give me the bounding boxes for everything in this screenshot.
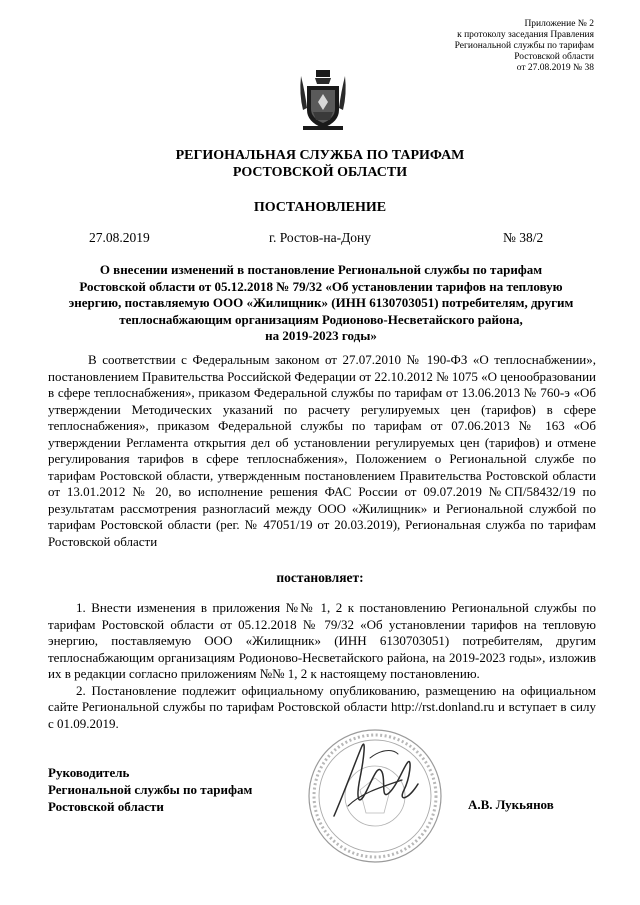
appendix-line: Ростовской области — [514, 52, 594, 62]
appendix-note — [455, 19, 594, 74]
appendix-line: Приложение № 2 — [524, 19, 594, 29]
date-line — [0, 230, 640, 246]
resolution-item: 1. Внести изменения в приложения №№ 1, 2 к постановлению Региональной службы по тарифам Ростовской области от 05.12.2018 № 79/32 «Об установлении тарифов на тепловую энергию, поставляемую ООО «Жилищник» (ИНН 6130703051) потребителям, другим теплоснабжающим организациям Родионово-Несветайского района, на 2019-2023 годы», изложив их в редакции согласно приложениям №№ 1, 2 к настоящему постановлению. — [48, 600, 596, 681]
document-number: № 38/2 — [503, 230, 544, 245]
document-type: ПОСТАНОВЛЕНИЕ — [253, 200, 387, 215]
signatory-name: А.В. Лукьянов — [468, 797, 554, 812]
resolution-item: 2. Постановление подлежит официальному опубликованию, размещению на официальном сайте Региональной службы по тарифам Ростовской области http://rst.donland.ru и вступает в силу с 01.09.2019. — [48, 682, 596, 731]
subject-line: теплоснабжающим организациям Родионово-Несветайского района, — [119, 311, 523, 327]
signatory-title — [48, 764, 252, 815]
subject-line: О внесении изменений в постановление Региональной службы по тарифам — [99, 262, 543, 277]
signature-stamp — [300, 718, 450, 868]
appendix-line: от 27.08.2019 № 38 — [516, 63, 594, 73]
subject-line: энергию, поставляемую ООО «Жилищник» (ИНН 6130703051) потребителям, другим — [68, 295, 574, 310]
agency-line: РОСТОВСКОЙ ОБЛАСТИ — [232, 165, 408, 180]
agency-name — [0, 147, 640, 181]
resolution-items — [48, 600, 596, 732]
document-date: 27.08.2019 — [89, 230, 150, 245]
document-subject — [48, 262, 594, 345]
coat-of-arms-icon — [299, 64, 347, 132]
signatory-title-line: Руководитель — [48, 765, 130, 780]
preamble-paragraph: В соответствии с Федеральным законом от 27.07.2010 № 190-ФЗ «О теплоснабжении», постановлением Правительства Российской Федерации от 22.10.2012 № 1075 «О ценообразовании в сфере теплоснабжения», приказом Федеральной службы по тарифам от 13.06.2013 № 760-э «Об утверждении Методических указаний по расчету регулируемых цен (тарифов) в сфере теплоснабжения», приказом Федеральной службы по тарифам от 07.06.2013 № 163 «Об утверждении Регламента открытия дел об установлении регулируемых цен (тарифов) и отмене регулирования тарифов в сфере теплоснабжения», Положением о Региональной службе по тарифам Ростовской области, утвержденным постановлением Правительства Ростовской области от 13.01.2012 № 20, во исполнение решения ФАС России от 09.07.2019 №СП/58432/19 по результатам рассмотрения разногласий между ООО «Жилищник» и Региональной службой по тарифам Ростовской области (рег. № 47051/19 от 20.03.2019), Региональная служба по тарифам Ростовской области — [48, 352, 596, 549]
appendix-line: Региональной службы по тарифам — [454, 41, 594, 51]
agency-line: РЕГИОНАЛЬНАЯ СЛУЖБА ПО ТАРИФАМ — [175, 148, 465, 163]
subject-line: на 2019-2023 годы» — [265, 328, 377, 343]
appendix-line: к протоколу заседания Правления — [457, 30, 594, 40]
resolves-heading: постановляет: — [276, 570, 364, 585]
signatory-title-line: Региональной службы по тарифам — [48, 782, 253, 797]
subject-line: Ростовской области от 05.12.2018 № 79/32 «Об установлении тарифов на тепловую — [79, 278, 563, 294]
document-city: г. Ростов-на-Дону — [269, 230, 372, 245]
signatory-title-line: Ростовской области — [48, 799, 164, 814]
